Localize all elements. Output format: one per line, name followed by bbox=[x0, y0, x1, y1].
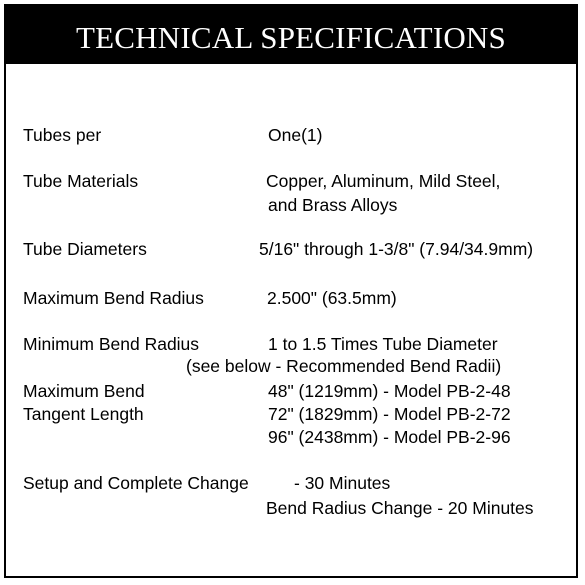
tube-materials-label: Tube Materials bbox=[23, 171, 139, 191]
max-bend-radius-value: 2.500" (63.5mm) bbox=[267, 288, 397, 308]
title-bar bbox=[6, 6, 576, 64]
setup-change-value: - 30 Minutes bbox=[294, 473, 391, 493]
max-bend-radius-label: Maximum Bend Radius bbox=[23, 288, 204, 308]
tangent-length-model-72: 72" (1829mm) - Model PB-2-72 bbox=[268, 404, 511, 424]
spec-panel bbox=[4, 4, 578, 578]
max-bend-tangent-label-1: Maximum Bend bbox=[23, 381, 145, 401]
max-bend-tangent-label-2: Tangent Length bbox=[23, 404, 144, 424]
page-title: TECHNICAL SPECIFICATIONS bbox=[76, 20, 506, 55]
tube-materials-value-1: Copper, Aluminum, Mild Steel, bbox=[266, 171, 501, 191]
min-bend-radius-value: 1 to 1.5 Times Tube Diameter bbox=[268, 334, 498, 354]
tube-materials-value-2: and Brass Alloys bbox=[268, 195, 398, 215]
tubes-per-value: One(1) bbox=[268, 125, 323, 145]
setup-change-label: Setup and Complete Change bbox=[23, 473, 249, 493]
tube-diameters-label: Tube Diameters bbox=[23, 239, 147, 259]
tangent-length-model-96: 96" (2438mm) - Model PB-2-96 bbox=[268, 427, 511, 447]
tubes-per-label: Tubes per bbox=[23, 125, 102, 145]
bend-radius-change: Bend Radius Change - 20 Minutes bbox=[266, 498, 534, 518]
tangent-length-model-48: 48" (1219mm) - Model PB-2-48 bbox=[268, 381, 511, 401]
min-bend-radius-label: Minimum Bend Radius bbox=[23, 334, 200, 354]
tube-diameters-value: 5/16" through 1-3/8" (7.94/34.9mm) bbox=[259, 239, 534, 259]
recommended-bend-radii-note: (see below - Recommended Bend Radii) bbox=[186, 356, 502, 376]
